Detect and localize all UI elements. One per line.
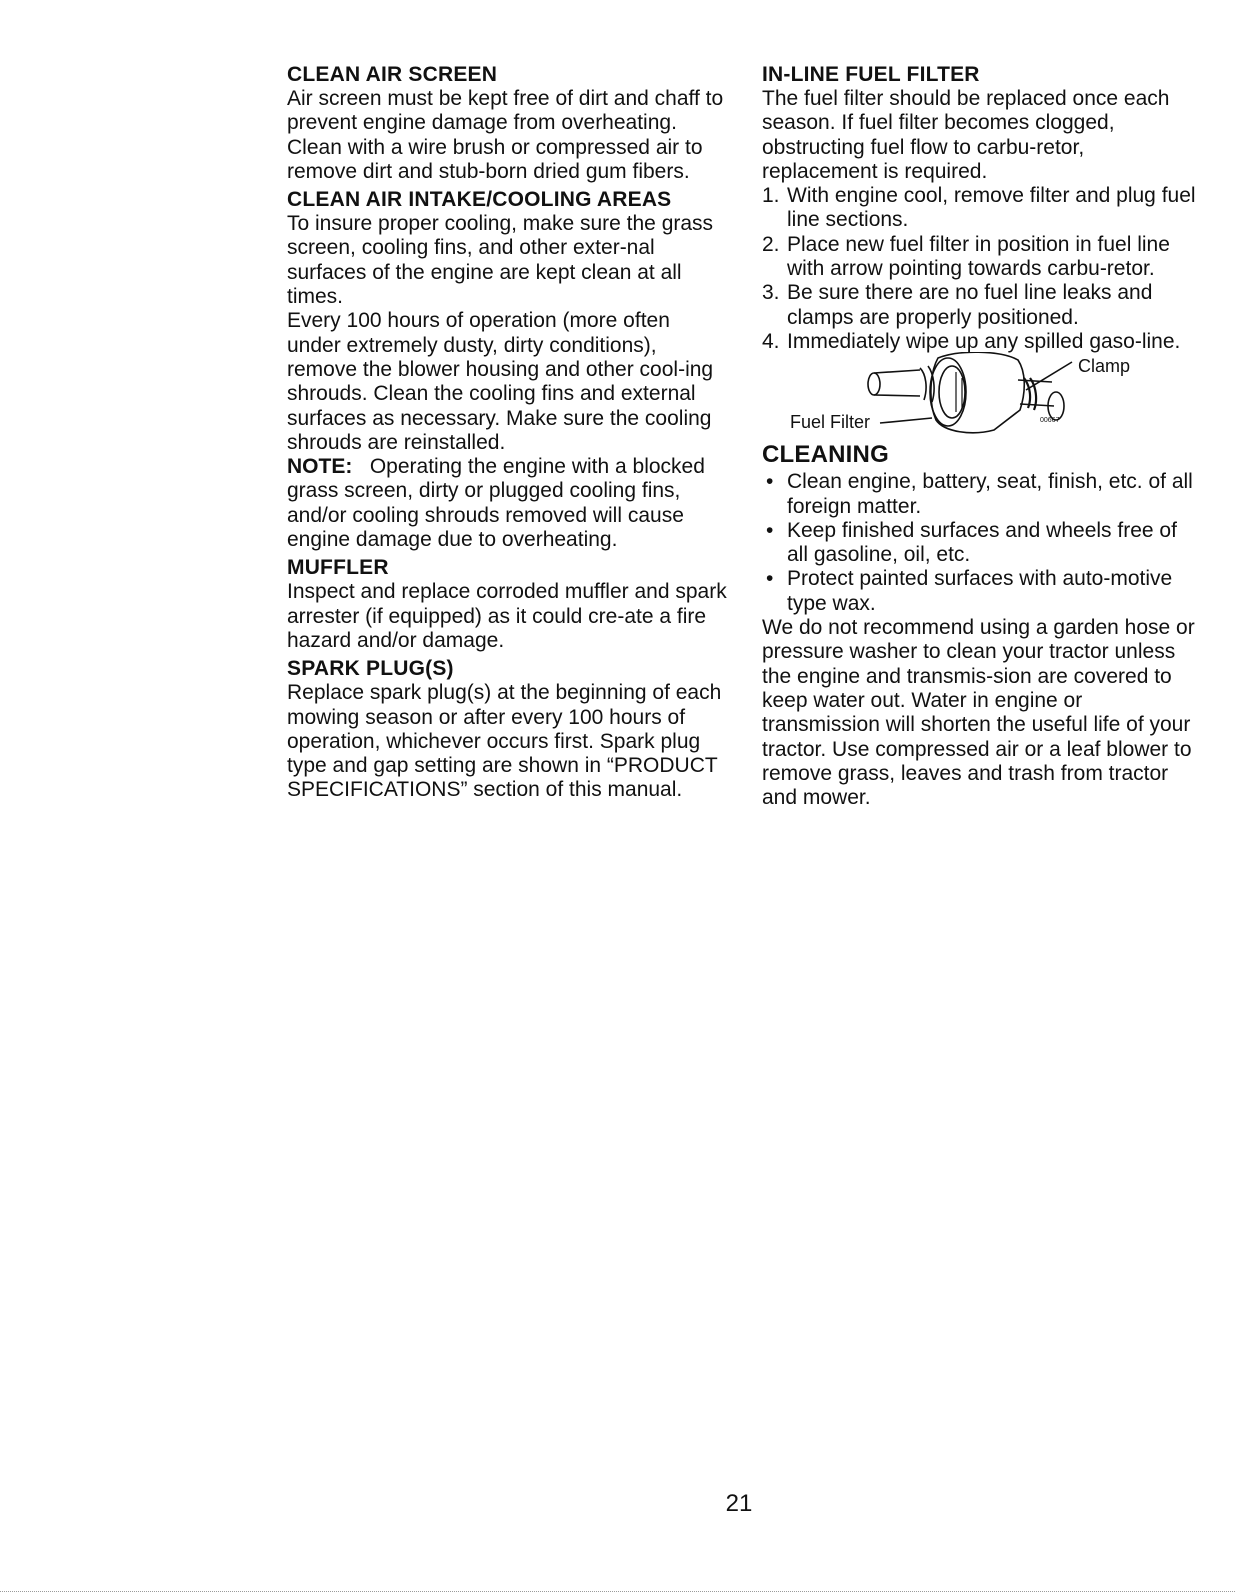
- fuel-filter-text: The fuel filter should be replaced once each season. If fuel filter becomes clogged, obstructing fuel flow to carbu-retor, replacement is required.: [762, 87, 1170, 183]
- page-number: 21: [725, 1490, 753, 1517]
- clean-air-screen-heading: CLEAN AIR SCREEN: [287, 63, 498, 86]
- fuel-filter-label: Fuel Filter: [790, 412, 871, 433]
- right-column: [762, 62, 1202, 813]
- cleaning-text: We do not recommend using a garden hose or pressure washer to clean your tractor unless the engine and transmis-sion are covered to keep water out. Water in engine or transmission will shorten the useful life of your tractor. Use compressed air or a leaf blower to remove grass, leaves and trash from tractor and mower.: [762, 616, 1195, 810]
- step-item: 1. With engine cool, remove filter and plug fuel line sections.: [762, 184, 1196, 232]
- left-column: [287, 62, 727, 806]
- note-label: NOTE:: [287, 455, 353, 479]
- bottom-divider: [0, 1591, 1235, 1593]
- fuel-filter-heading: IN-LINE FUEL FILTER: [762, 63, 980, 86]
- cooling-areas-text-2: Every 100 hours of operation (more often under extremely dusty, dirty conditions), remove the blower housing and other cool-ing shrouds. Clean the cooling fins and external surfaces as necessary. Make sure the cooling shrouds are reinstalled.: [287, 309, 714, 454]
- fuel-filter-steps: [762, 184, 1202, 354]
- note-text: Operating the engine with a blocked grass screen, dirty or plugged cooling fins, and/or cooling shrouds removed will cause engine damage due to overheating.: [287, 455, 705, 552]
- fuel-filter-figure: [762, 352, 1202, 434]
- figure-code: 00667: [1040, 417, 1060, 425]
- note-paragraph: [287, 455, 727, 552]
- step-item: 4. Immediately wipe up any spilled gaso-line.: [762, 329, 1181, 353]
- spark-plug-heading: SPARK PLUG(S): [287, 657, 454, 681]
- cleaning-bullets: [762, 470, 1202, 616]
- cooling-areas-text-1: To insure proper cooling, make sure the grass screen, cooling fins, and other exter-nal surfaces of the engine are kept clean at all times.: [287, 212, 714, 309]
- step-item: 2. Place new fuel filter in position in fuel line with arrow pointing towards carbu-retor.: [762, 232, 1170, 281]
- bullet-item: • Clean engine, battery, seat, finish, etc. of all foreign matter.: [766, 470, 1193, 518]
- spark-plug-text: Replace spark plug(s) at the beginning of each mowing season or after every 100 hours of operation, whichever occurs first. Spark plug type and gap setting are shown in “PRODUCT SPECIFICATIONS” section of this manual.: [287, 681, 722, 802]
- clean-air-screen-text: Air screen must be kept free of dirt and chaff to prevent engine damage from overheating. Clean with a wire brush or compressed air to remove dirt and stub-born dried gum fibers.: [287, 87, 724, 183]
- muffler-text: Inspect and replace corroded muffler and spark arrester (if equipped) as it could cre-ate a fire hazard and/or damage.: [287, 580, 727, 652]
- cleaning-heading: CLEANING: [762, 441, 889, 469]
- clamp-label: Clamp: [1078, 356, 1131, 377]
- bullet-item: • Protect painted surfaces with auto-motive type wax.: [766, 567, 1173, 615]
- muffler-heading: MUFFLER: [287, 556, 389, 580]
- cooling-areas-heading: CLEAN AIR INTAKE/COOLING AREAS: [287, 188, 672, 212]
- step-item: 3. Be sure there are no fuel line leaks and clamps are properly positioned.: [762, 281, 1153, 329]
- bullet-item: • Keep finished surfaces and wheels free of all gasoline, oil, etc.: [766, 518, 1177, 567]
